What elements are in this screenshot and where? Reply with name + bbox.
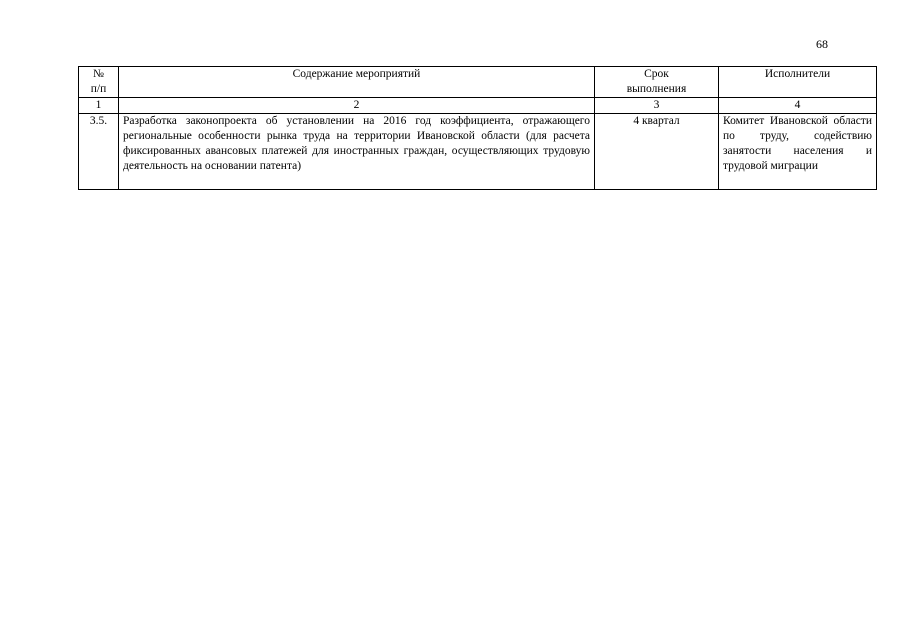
measures-table: [78, 66, 877, 190]
header-number-line1: №: [93, 68, 104, 80]
header-number-line2: п/п: [90, 83, 107, 95]
table-row: [79, 114, 877, 190]
row-number: 3.5.: [79, 114, 119, 190]
table-header-row: [79, 67, 877, 98]
header-number: [79, 67, 119, 98]
header-content: Содержание мероприятий: [119, 67, 595, 98]
column-number: 1: [79, 98, 119, 114]
column-number: 4: [719, 98, 877, 114]
header-term: [595, 67, 719, 98]
row-term: 4 квартал: [595, 114, 719, 190]
row-content: Разработка законопроекта об установлении на 2016 год коэффициента, отражающего региональные особенности рынка труда на территории Ивановской области (для расчета фиксированных авансовых платежей для иностранных граждан, осуществляющих трудовую деятельность на основании патента): [119, 114, 595, 190]
column-number-row: [79, 98, 877, 114]
column-number: 3: [595, 98, 719, 114]
page-number: 68: [816, 37, 828, 51]
header-term-line2: выполнения: [626, 83, 687, 95]
header-term-line1: Срок: [644, 68, 669, 80]
row-executors: Комитет Ивановской области по труду, содействию занятости населения и трудовой миграции: [719, 114, 877, 190]
column-number: 2: [119, 98, 595, 114]
header-executors: Исполнители: [719, 67, 877, 98]
